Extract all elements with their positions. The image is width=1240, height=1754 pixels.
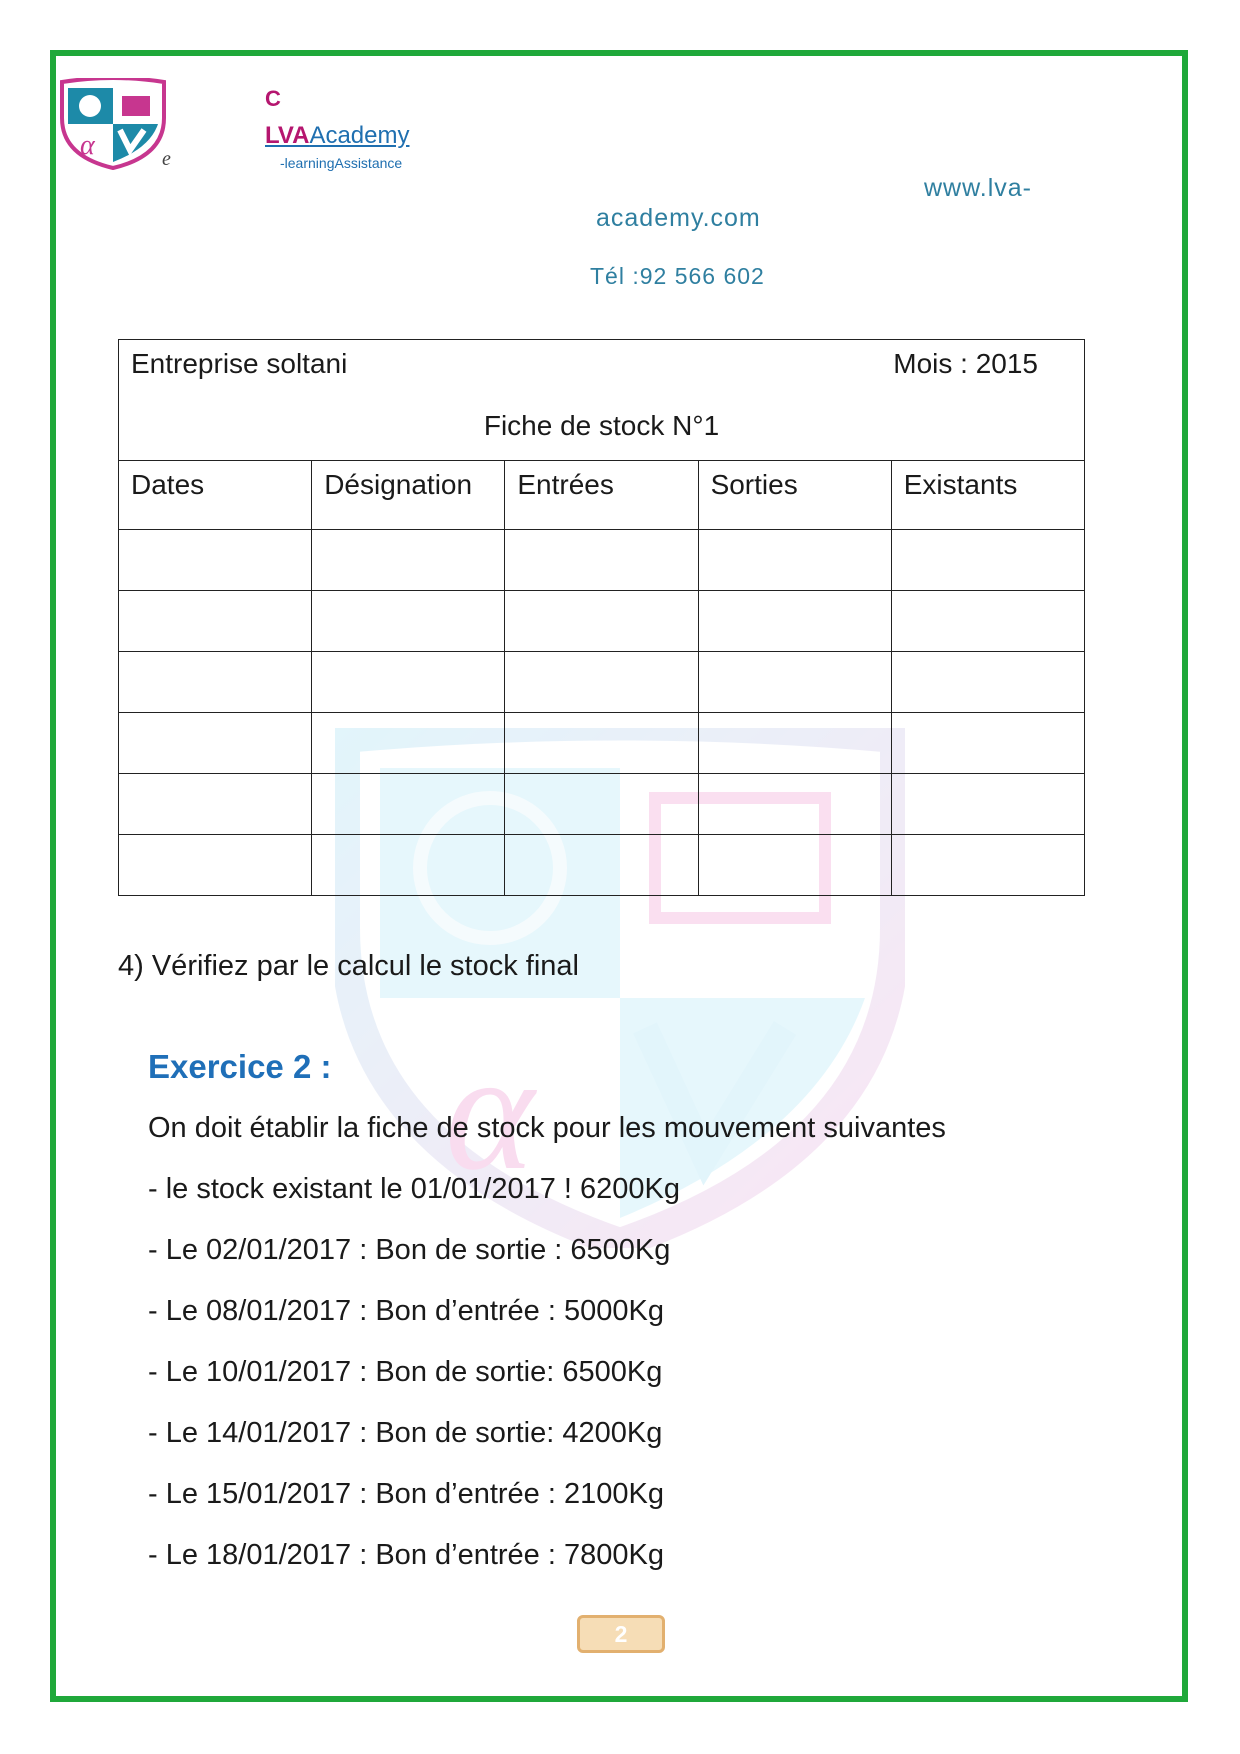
table-cell [312,591,505,652]
movement-line: - Le 10/01/2017 : Bon de sortie: 6500Kg [148,1356,663,1388]
movement-line: - Le 15/01/2017 : Bon d’entrée : 2100Kg [148,1478,664,1510]
column-header-existants: Existants [891,461,1084,530]
table-cell [312,713,505,774]
table-row [119,652,1085,713]
company-name: Entreprise soltani [131,348,348,379]
table-cell [505,652,698,713]
movement-line: - Le 02/01/2017 : Bon de sortie : 6500Kg [148,1234,671,1266]
brand-c: C [265,86,281,111]
brand-tagline: -learningAssistance [280,155,403,171]
table-cell [119,591,312,652]
table-row [119,591,1085,652]
page-number-badge: 2 [577,1615,665,1653]
stock-sheet-header [119,340,1085,461]
brand-name [265,122,409,150]
movement-line: - le stock existant le 01/01/2017 ! 6200Kg [148,1173,681,1205]
table-cell [312,835,505,896]
column-header-row [119,461,1085,530]
brand-lva: LVA [265,122,310,149]
exercise-2-title: Exercice 2 : [148,1048,332,1085]
table-cell [891,774,1084,835]
table-cell [119,713,312,774]
website-line-1: www.lva- [924,174,1033,202]
table-row [119,530,1085,591]
table-cell [505,530,698,591]
table-cell [698,713,891,774]
table-cell [891,713,1084,774]
table-cell [505,774,698,835]
table-row [119,774,1085,835]
column-header-sorties: Sorties [698,461,891,530]
table-cell [119,835,312,896]
logo-letter-e: e [162,148,171,170]
table-cell [698,835,891,896]
stock-sheet-table [118,339,1085,896]
movement-line: - Le 18/01/2017 : Bon d’entrée : 7800Kg [148,1539,664,1571]
lva-academy-logo [58,78,168,170]
table-cell [312,530,505,591]
table-cell [891,530,1084,591]
column-header-designation: Désignation [312,461,505,530]
table-cell [698,530,891,591]
table-cell [698,591,891,652]
column-header-entrees: Entrées [505,461,698,530]
movement-line: - Le 08/01/2017 : Bon d’entrée : 5000Kg [148,1295,664,1327]
table-cell [505,591,698,652]
table-cell [312,774,505,835]
table-cell [119,774,312,835]
exercise-2-intro: On doit établir la fiche de stock pour les mouvement suivantes [148,1112,946,1144]
table-cell [119,530,312,591]
table-cell [891,591,1084,652]
table-cell [891,652,1084,713]
table-cell [312,652,505,713]
column-header-dates: Dates [119,461,312,530]
table-cell [698,652,891,713]
month-label: Mois : 2015 [893,348,1038,379]
svg-text:α: α [445,1017,535,1205]
table-row [119,713,1085,774]
table-cell [505,713,698,774]
stock-sheet-title: Fiche de stock N°1 [483,410,720,441]
movement-line: - Le 14/01/2017 : Bon de sortie: 4200Kg [148,1417,663,1449]
table-cell [505,835,698,896]
phone-number: Tél :92 566 602 [590,263,765,289]
table-cell [119,652,312,713]
table-cell [698,774,891,835]
table-row [119,835,1085,896]
website-line-2: academy.com [596,204,761,232]
svg-text:α: α [80,130,95,161]
table-cell [891,835,1084,896]
question-4: 4) Vérifiez par le calcul le stock final [118,950,579,982]
brand-academy: Academy [309,122,410,149]
